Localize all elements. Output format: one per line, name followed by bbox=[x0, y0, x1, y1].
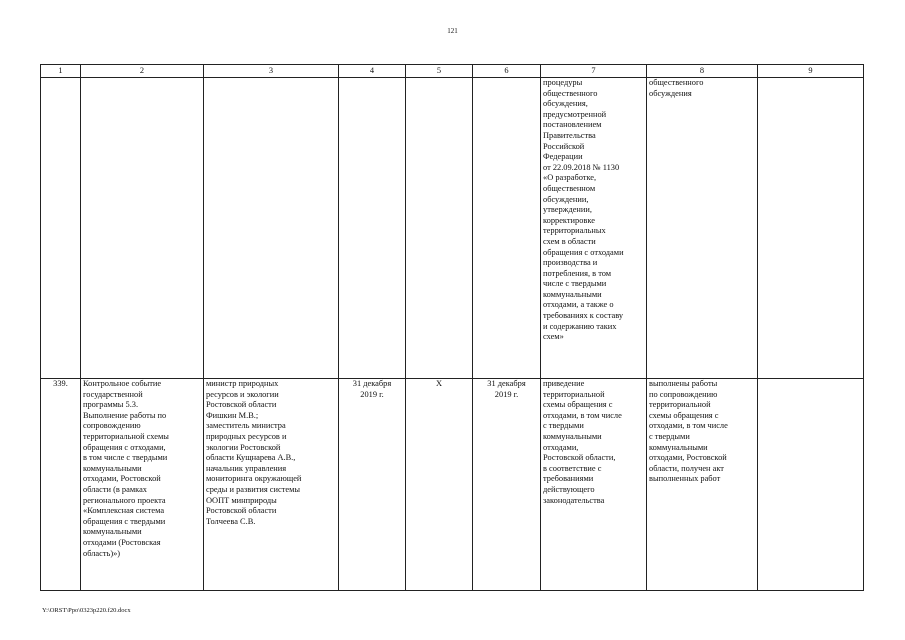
cell-responsible bbox=[204, 78, 339, 379]
col-header-6: 6 bbox=[473, 65, 541, 78]
table-row bbox=[41, 379, 864, 591]
col-header-4: 4 bbox=[339, 65, 406, 78]
cell-date-fact bbox=[473, 78, 541, 379]
cell-date-mid bbox=[406, 78, 473, 379]
col-header-3: 3 bbox=[204, 65, 339, 78]
cell-number: 339. bbox=[41, 379, 81, 591]
cell-actual-result: общественного обсуждения bbox=[647, 78, 758, 379]
cell-responsible: министр природных ресурсов и экологии Ростовской области Фишкин М.В.; заместитель министра природных ресурсов и экологии Ростовской области Кущнарева А.В., начальник управления мониторинга окружающей среды и развития системы ООПТ минприроды Ростовской области Толчеева С.В. bbox=[204, 379, 339, 591]
cell-notes bbox=[758, 379, 864, 591]
cell-expected-result: приведение территориальной схемы обращения с отходами, в том числе с твердыми коммунальными отходами, Ростовской области, в соответствие с требованиями действующего законодательства bbox=[541, 379, 647, 591]
cell-event: Контрольное событие государственной программы 5.3. Выполнение работы по сопровождению территориальной схемы обращения с отходами, в том числе с твердыми коммунальными отходами, Ростовской области (в рамках регионального проекта «Комплексная система обращения с твердыми коммунальными отходами (Ростовская область)») bbox=[81, 379, 204, 591]
cell-expected-result: процедуры общественного обсуждения, предусмотренной постановлением Правительства Российской Федерации от 22.09.2018 № 1130 «О разработке, общественном обсуждении, утверждении, корректировке территориальных схем в области обращения с отходами производства и потребления, в том числе с твердыми коммунальными отходами, а также о требованиях к составу и содержанию таких схем» bbox=[541, 78, 647, 379]
header-row bbox=[41, 65, 864, 78]
col-header-5: 5 bbox=[406, 65, 473, 78]
col-header-1: 1 bbox=[41, 65, 81, 78]
cell-number bbox=[41, 78, 81, 379]
program-table bbox=[40, 64, 864, 591]
cell-actual-result: выполнены работы по сопровождению территориальной схемы обращения с отходами, в том числе с твердыми коммунальными отходами, Ростовской области, получен акт выполненных работ bbox=[647, 379, 758, 591]
cell-event bbox=[81, 78, 204, 379]
col-header-8: 8 bbox=[647, 65, 758, 78]
cell-notes bbox=[758, 78, 864, 379]
file-path-footer: Y:\ORST\Ppo\0323p220.f20.docx bbox=[42, 607, 131, 614]
page-number: 121 bbox=[447, 27, 458, 35]
col-header-7: 7 bbox=[541, 65, 647, 78]
cell-date-mid: Х bbox=[406, 379, 473, 591]
col-header-2: 2 bbox=[81, 65, 204, 78]
cell-date-plan: 31 декабря 2019 г. bbox=[339, 379, 406, 591]
cell-date-plan bbox=[339, 78, 406, 379]
cell-date-fact: 31 декабря 2019 г. bbox=[473, 379, 541, 591]
table-row bbox=[41, 78, 864, 379]
col-header-9: 9 bbox=[758, 65, 864, 78]
